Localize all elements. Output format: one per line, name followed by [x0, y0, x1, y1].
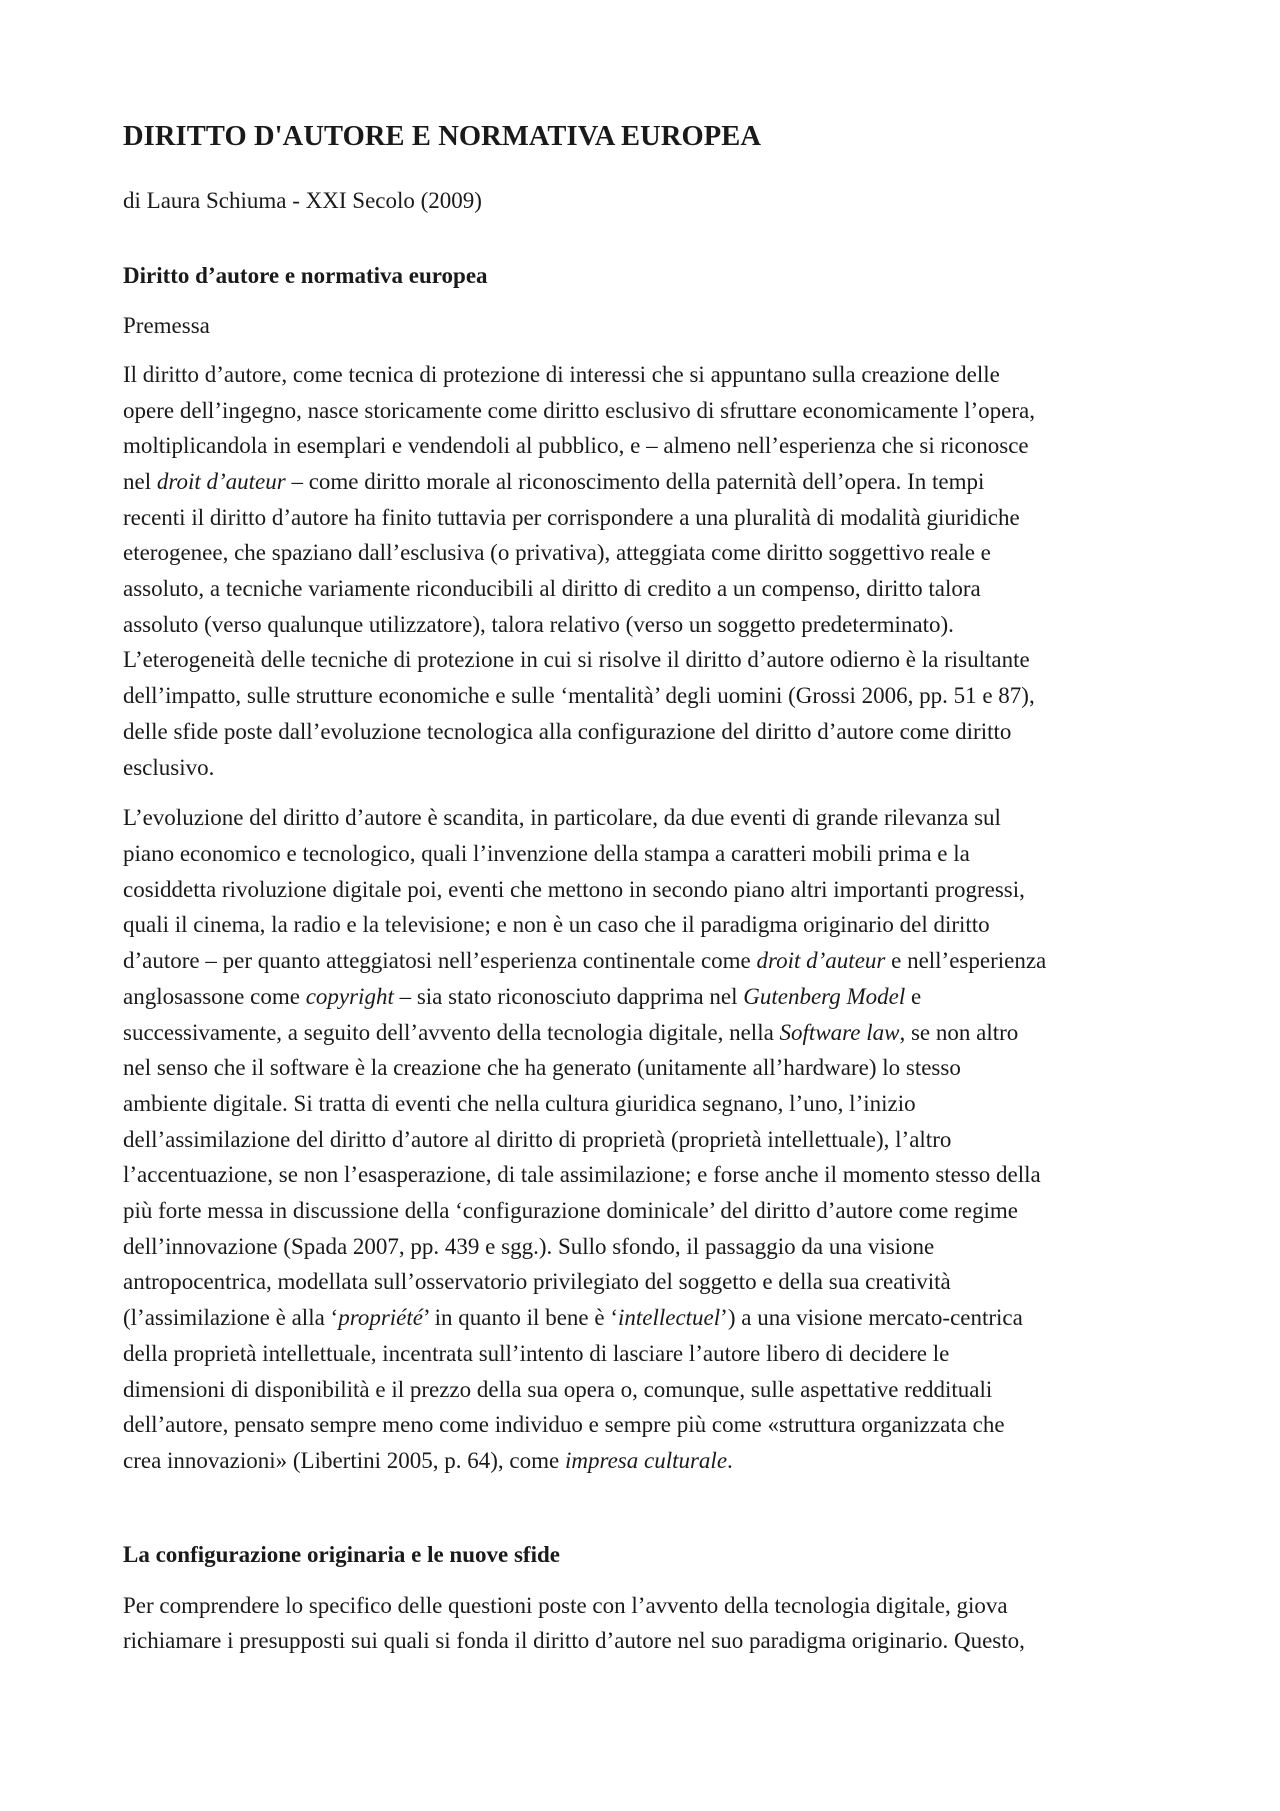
italic-term: Software law — [779, 1019, 900, 1045]
text-line: crea innovazioni» (Libertini 2005, p. 64), come impresa culturale. — [123, 1447, 733, 1473]
paragraph-premessa-2 — [123, 800, 1173, 1478]
text-line: delle sfide poste dall’evoluzione tecnologica alla configurazione del diritto d’autore come diritto — [123, 718, 1012, 744]
italic-term: copyright — [305, 983, 394, 1009]
text-line: L’evoluzione del diritto d’autore è scandita, in particolare, da due eventi di grande rilevanza sul — [123, 805, 1001, 831]
italic-term: droit d’auteur — [756, 948, 886, 974]
text-line: Il diritto d’autore, come tecnica di protezione di interessi che si appuntano sulla creazione delle — [123, 361, 1000, 387]
text-line: dell’assimilazione del diritto d’autore al diritto di proprietà (proprietà intellettuale), l’altro — [123, 1126, 952, 1152]
section-heading-diritto-autore: Diritto d’autore e normativa europea — [123, 263, 488, 289]
text-line: dell’innovazione (Spada 2007, pp. 439 e sgg.). Sullo sfondo, il passaggio da una visione — [123, 1233, 935, 1259]
text-line: l’accentuazione, se non l’esasperazione, di tale assimilazione; e forse anche il momento stesso della — [123, 1162, 1041, 1188]
section-heading-configurazione: La configurazione originaria e le nuove sfide — [123, 1541, 560, 1567]
subheading-premessa: Premessa — [123, 312, 210, 338]
paragraph-premessa-1 — [123, 357, 1173, 785]
text-line: assoluto, a tecniche variamente riconducibili al diritto di credito a un compenso, diritto talora — [123, 576, 981, 602]
paragraph-configurazione-1 — [123, 1588, 1173, 1659]
text-line: dell’impatto, sulle strutture economiche e sulle ‘mentalità’ degli uomini (Grossi 2006, pp. 51 e 87), — [123, 683, 1035, 709]
text-line: quali il cinema, la radio e la televisione; e non è un caso che il paradigma originario del diritto — [123, 912, 990, 938]
byline: di Laura Schiuma - XXI Secolo (2009) — [123, 188, 482, 214]
text-line: L’eterogeneità delle tecniche di protezione in cui si risolve il diritto d’autore odierno è la risultante — [123, 647, 1030, 673]
italic-term: droit d’auteur — [156, 468, 286, 494]
text-line: assoluto (verso qualunque utilizzatore), talora relativo (verso un soggetto predeterminato). — [123, 611, 954, 637]
text-line: recenti il diritto d’autore ha finito tuttavia per corrispondere a una pluralità di modalità giuridiche — [123, 504, 1020, 530]
text-line: esclusivo. — [123, 754, 215, 780]
text-line: piano economico e tecnologico, quali l’invenzione della stampa a caratteri mobili prima e la — [123, 841, 970, 866]
text-line: eterogenee, che spaziano dall’esclusiva (o privativa), atteggiata come diritto soggettivo reale e — [123, 540, 991, 566]
text-line: ambiente digitale. Si tratta di eventi che nella cultura giuridica segnano, l’uno, l’inizio — [123, 1090, 916, 1116]
text-line: successivamente, a seguito dell’avvento della tecnologia digitale, nella Software law, se non altro — [123, 1019, 1019, 1045]
text-line: d’autore – per quanto atteggiatosi nell’esperienza continentale come droit d’auteur e nell’esperienza — [123, 948, 1047, 974]
text-line: dimensioni di disponibilità e il prezzo della sua opera o, comunque, sulle aspettative reddituali — [123, 1376, 993, 1402]
italic-term: propriété — [338, 1305, 423, 1331]
text-line: antropocentrica, modellata sull’osservatorio privilegiato del soggetto e della sua creatività — [123, 1269, 951, 1295]
text-line: della proprietà intellettuale, incentrata sull’intento di lasciare l’autore libero di decidere le — [123, 1340, 950, 1366]
document-title: DIRITTO D'AUTORE E NORMATIVA EUROPEA — [123, 121, 762, 152]
text-line: cosiddetta rivoluzione digitale poi, eventi che mettono in secondo piano altri importanti progressi, — [123, 876, 1025, 902]
text-line: dell’autore, pensato sempre meno come individuo e sempre più come «struttura organizzata che — [123, 1412, 1005, 1438]
italic-term: intellectuel — [617, 1305, 721, 1331]
text-line: moltiplicandola in esemplari e vendendoli al pubblico, e – almeno nell’esperienza che si riconosce — [123, 433, 1029, 459]
text-line: (l’assimilazione è alla ‘propriété’ in quanto il bene è ‘intellectuel’) a una visione mercato-centrica — [123, 1305, 1023, 1331]
text-line: nel senso che il software è la creazione che ha generato (unitamente all’hardware) lo stesso — [123, 1055, 961, 1081]
italic-term: Gutenberg Model — [743, 983, 906, 1009]
text-line: opere dell’ingegno, nasce storicamente come diritto esclusivo di sfruttare economicamente l’opera, — [123, 397, 1035, 423]
text-line: più forte messa in discussione della ‘configurazione dominicale’ del diritto d’autore come regime — [123, 1198, 1018, 1224]
text-line: nel droit d’auteur – come diritto morale al riconoscimento della paternità dell’opera. In tempi — [123, 468, 985, 494]
italic-term: impresa culturale — [564, 1447, 728, 1473]
text-line: anglosassone come copyright – sia stato riconosciuto dapprima nel Gutenberg Model e — [123, 983, 922, 1009]
document-body — [123, 120, 1173, 1659]
text-line: richiamare i presupposti sui quali si fonda il diritto d’autore nel suo paradigma originario. Questo, — [123, 1628, 1025, 1654]
text-line: Per comprendere lo specifico delle questioni poste con l’avvento della tecnologia digitale, giova — [123, 1592, 1008, 1618]
